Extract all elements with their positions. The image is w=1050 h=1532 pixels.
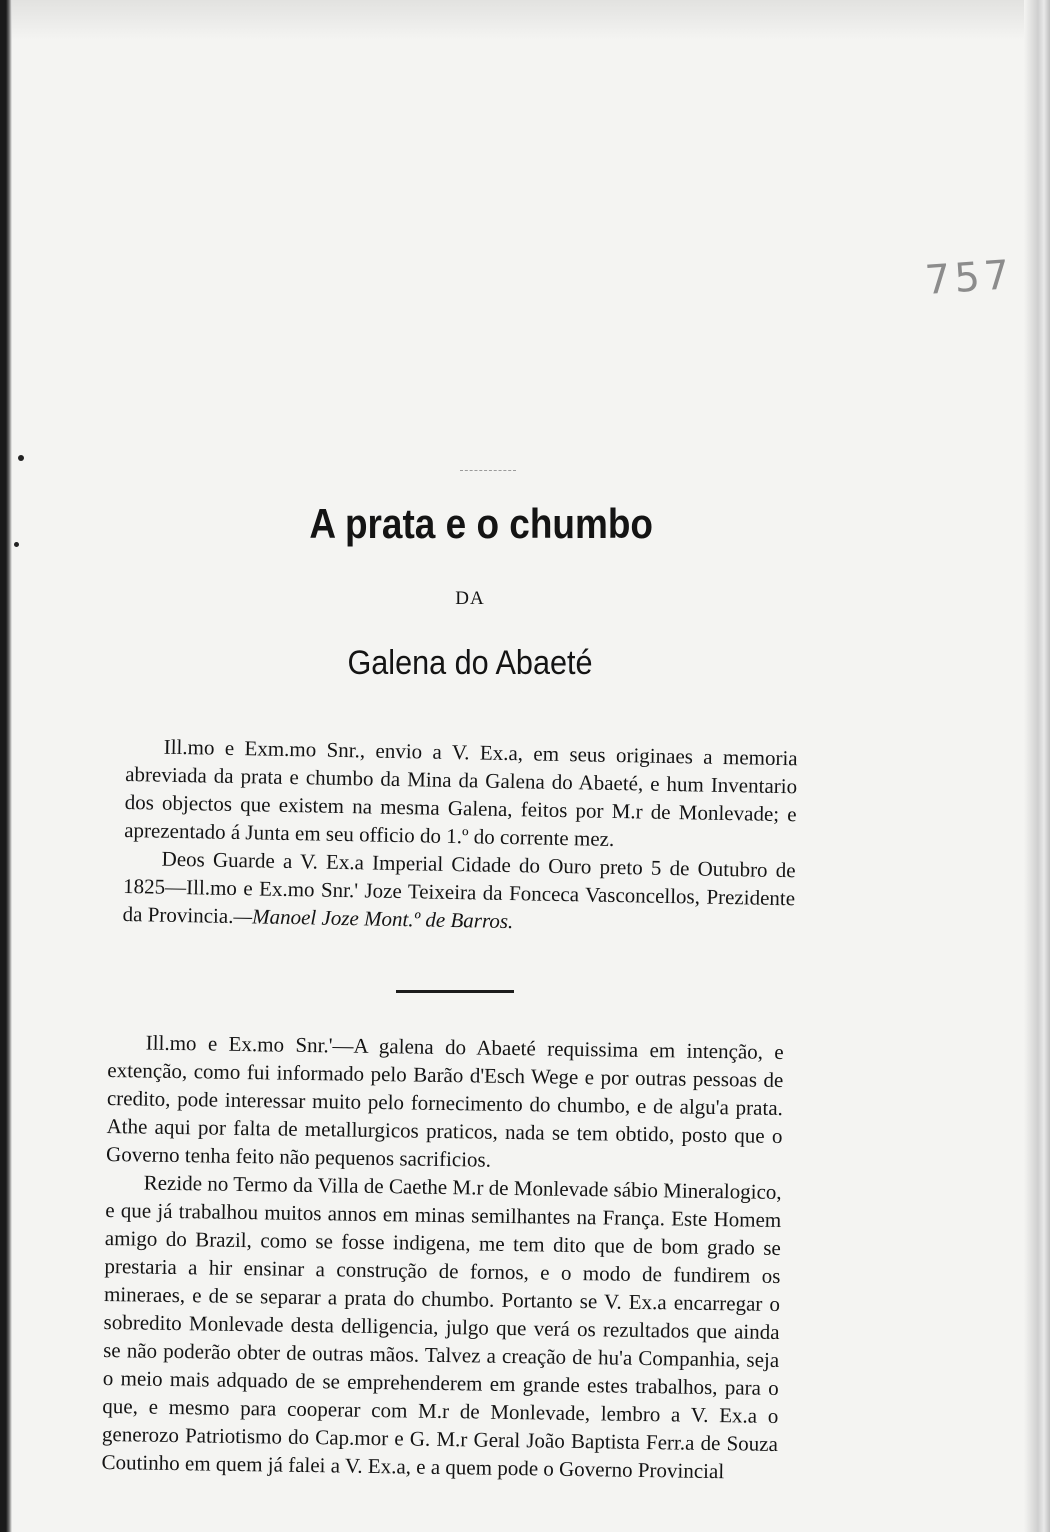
section-divider: [396, 990, 514, 993]
scan-speck: [18, 455, 24, 461]
document-title: A prata e o chumbo: [309, 500, 654, 547]
scan-left-edge: [0, 0, 12, 1532]
scan-right-edge: [1024, 0, 1050, 1532]
letter-1-signature: —Manoel Joze Mont.º de Barros.: [233, 904, 514, 934]
letter-1-closing: Deos Guarde a V. Ex.a Imperial Cidade do Ouro preto 5 de Outubro de 1825—Ill.mo e Ex.mo Snr.' Joze Teixeira da Fonceca Vasconcellos, Prezidente da Provincia.: [122, 846, 796, 928]
ornamental-rule: [460, 470, 516, 471]
letter-1: [122, 732, 797, 940]
archive-page-number: 757: [923, 251, 1015, 305]
letter-2-paragraph: Rezide no Termo da Villa de Caethe M.r de Monlevade sábio Mineralogico, e que já trabalhou muitos annos em minas semilhantes na França. Este Homem amigo do Brazil, como se fosse indigena, me tem dito que de bom grado se prestaria a hir ensinar a construção de fornos, e o modo de fundirem os mineraes, e de se separar a prata do chumbo. Portanto se V. Ex.a encarregar o sobredito Monlevade desta delligencia, julgo que verá os rezultados que ainda se não poderão obter de outras mãos. Talvez a creação de hu'a Companhia, seja o meio mais adquado de se emprehenderem em grande estes trabalhos, para o que, e mesmo para cooperar com M.r de Monlevade, lembro a V. Ex.a o generozo Patriotismo do Cap.mor e G. M.r Geral João Baptista Ferr.a de Souza Coutinho em quem já falei a V. Ex.a, e a quem pode o Governo Provincial: [101, 1170, 782, 1484]
scan-top-shadow: [0, 0, 1050, 40]
document-subtitle: Galena do Abaeté: [347, 644, 593, 682]
letter-2: [101, 1028, 784, 1486]
letter-1-paragraph: [122, 844, 795, 940]
scan-speck: [14, 542, 19, 547]
letter-2-paragraph: Ill.mo e Ex.mo Snr.'—A galena do Abaeté requissima em intenção, e extenção, como fui informado pelo Barão d'Esch Wege e por outras pessoas de credito, pode interessar muito pelo fornecimento do chumbo, e de algu'a prata. Athe aqui por falta de metallurgicos praticos, nada se tem obtido, posto que o Governo tenha feito não pequenos sacrificios.: [105, 1030, 784, 1172]
letter-1-paragraph: Ill.mo e Exm.mo Snr., envio a V. Ex.a, em seus originaes a memoria abreviada da prata e chumbo da Mina da Galena do Abaeté, e hum Inventario dos objectos que existem na mesma Galena, feitos por M.r de Monlevade; e aprezentado á Junta em seu officio do 1.º do corrente mez.: [123, 734, 798, 851]
subtitle-connector: DA: [455, 588, 485, 609]
